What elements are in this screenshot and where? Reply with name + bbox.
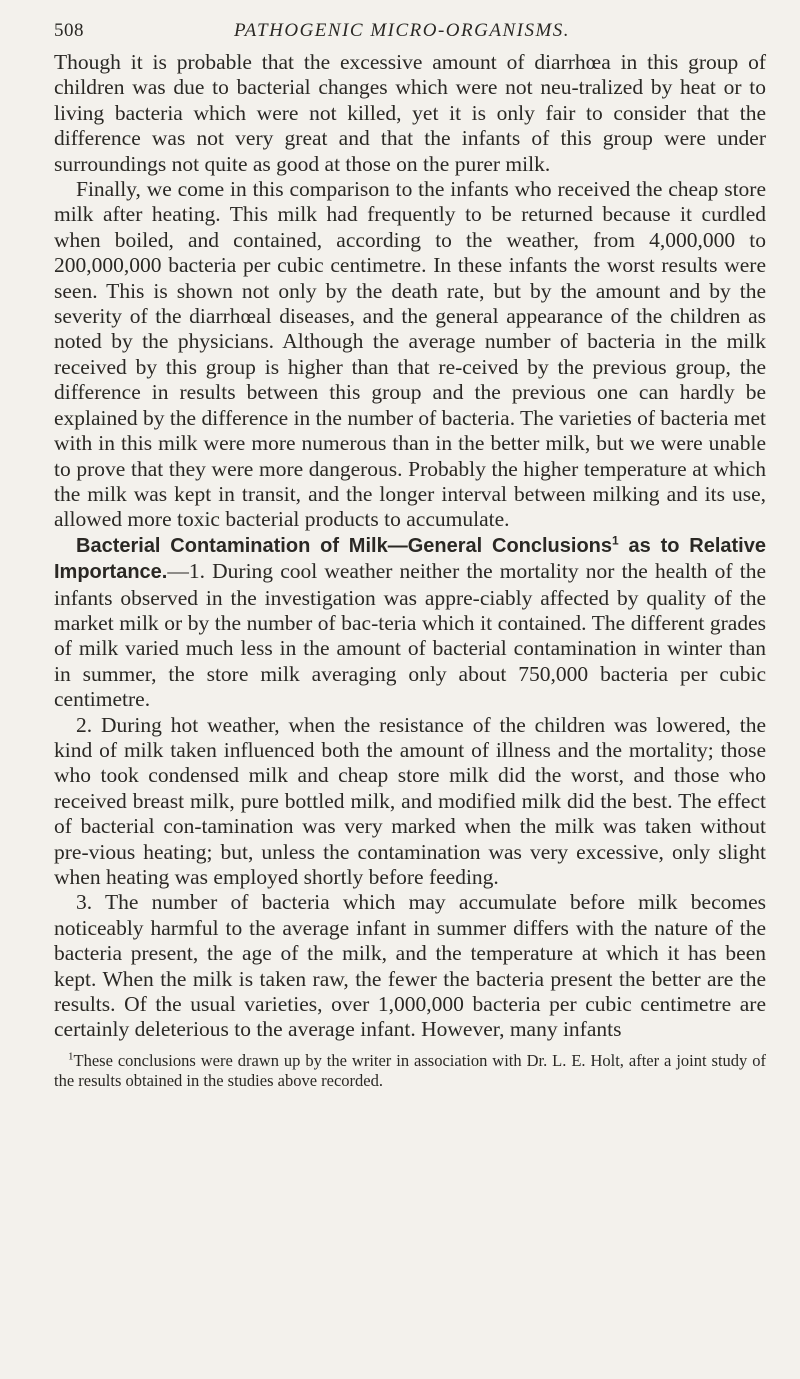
conclusion-1: —1. During cool weather neither the mortality nor the health of the infants observed in the investigation was appre-ciably affected by quality of the market milk or by the number of bac-teria which it contained. The different grades of milk varied much less in the amount of bacterial contamination in winter than in summer, the store milk averaging only about 750,000 bacteria per cubic centimetre.	[54, 559, 766, 712]
footnote-reference: 1	[612, 533, 619, 548]
footnote	[54, 1051, 766, 1091]
paragraph-cheap-store-milk: Finally, we come in this comparison to the infants who received the cheap store milk after heating. This milk had frequently to be returned because it curdled when boiled, and contained, according to the weather, from 4,000,000 to 200,000,000 bacteria per cubic centimetre. In these infants the worst results were seen. This is shown not only by the death rate, but by the amount and by the severity of the diarrhœal diseases, and the general appearance of the children as noted by the physicians. Although the average number of bacteria in the milk received by this group is higher than that re-ceived by the previous group, the difference in results between this group and the previous one can hardly be explained by the difference in the number of bacteria. The varieties of bacteria met with in this milk were more numerous than in the better milk, but we were unable to prove that they were more dangerous. Probably the higher temperature at which the milk was kept in transit, and the longer interval between milking and its use, allowed more toxic bacterial products to accumulate.	[54, 177, 766, 532]
section-heading: Bacterial Contamination of Milk—General Conclusions$^1$ as to Relative Importance.	[54, 533, 766, 584]
running-head	[54, 20, 766, 50]
conclusion-2: 2. During hot weather, when the resistance of the children was lowered, the kind of milk taken influenced both the amount of illness and the mortality; those who took condensed milk and cheap store milk did the worst, and those who received breast milk, pure bottled milk, and modified milk did the best. The effect of bacterial con-tamination was very marked when the milk was taken without pre-vious heating; but, unless the contamination was very excessive, only slight when heating was employed shortly before feeding.	[54, 712, 766, 889]
paragraph-diarrhoea-group: Though it is probable that the excessive amount of diarrhœa in this group of children was due to bacterial changes which were not neu-tralized by heat or to living bacteria which were not killed, yet it is only fair to consider that the difference was not very great and that the infants of this group were under surroundings not quite as good at those on the purer milk.	[54, 50, 766, 176]
footnote-mark: 1	[68, 1050, 74, 1063]
paragraph-general-conclusions	[54, 533, 766, 713]
conclusion-3: 3. The number of bacteria which may accumulate before milk becomes noticeably harmful to the average infant in summer differs with the nature of the bacteria present, the age of the milk, and the temperature at which it has been kept. When the milk is taken raw, the fewer the bacteria present the better are the results. Of the usual varieties, over 1,000,000 bacteria per cubic centimetre are certainly deleterious to the average infant. However, many infants	[54, 890, 766, 1042]
running-title: PATHOGENIC MICRO-ORGANISMS.	[234, 20, 571, 41]
book-page	[54, 20, 766, 1091]
footnote-text: These conclusions were drawn up by the writer in association with Dr. L. E. Holt, after a joint study of the results obtained in the studies above recorded.	[54, 1050, 766, 1090]
body-text	[54, 50, 766, 1043]
page-number: 508	[54, 20, 84, 41]
